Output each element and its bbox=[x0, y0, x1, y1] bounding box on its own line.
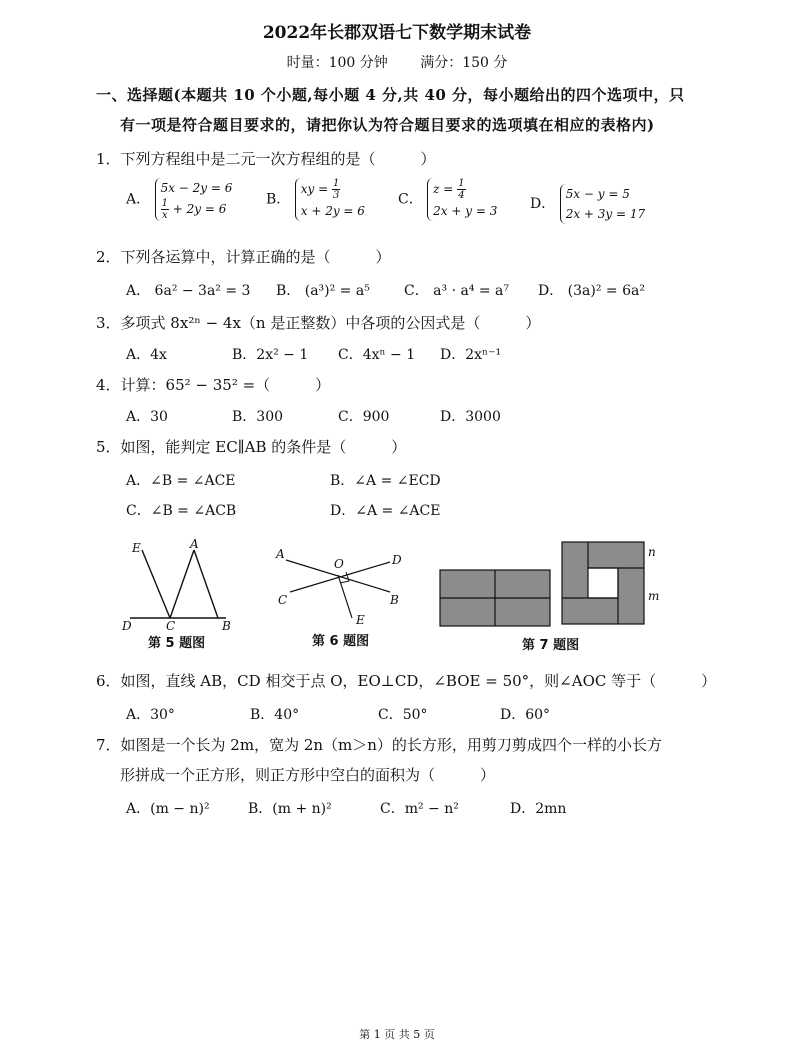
blank-center-square bbox=[588, 568, 618, 598]
question-3-stem: 3．多项式 8x²ⁿ − 4x（n 是正整数）中各项的公因式是（ ） bbox=[96, 314, 541, 332]
full-score: 满分：150 分 bbox=[420, 55, 508, 71]
equation-system bbox=[295, 178, 365, 221]
line-ca bbox=[170, 550, 194, 618]
equation: 5x − 2y = 6 bbox=[160, 181, 233, 195]
equation: 2x + 3y = 17 bbox=[565, 207, 646, 221]
equation bbox=[161, 198, 233, 221]
line-ab bbox=[194, 550, 218, 618]
q4-option-c: C．900 bbox=[338, 409, 390, 425]
q1-option-b bbox=[266, 178, 365, 221]
equation-system bbox=[155, 178, 233, 221]
q2-option-a: A． 6a² − 3a² = 3 bbox=[126, 283, 251, 299]
option-label: C． bbox=[398, 191, 423, 208]
equation bbox=[433, 178, 497, 201]
figure-5 bbox=[118, 538, 248, 636]
figure-5-caption: 第 5 题图 bbox=[148, 636, 206, 651]
time-limit: 时量：100 分钟 bbox=[286, 55, 388, 71]
q5-option-d: D．∠A = ∠ACE bbox=[330, 503, 441, 519]
q7-option-b: B．(m + n)² bbox=[248, 801, 332, 817]
equation-system bbox=[427, 178, 497, 221]
figure-7-caption: 第 7 题图 bbox=[522, 638, 580, 653]
label-m: m bbox=[648, 589, 660, 603]
equation-rest: + 2y = 6 bbox=[172, 202, 227, 216]
q5-option-a: A．∠B = ∠ACE bbox=[126, 473, 236, 489]
page-number: 第 1 页 共 5 页 bbox=[359, 1028, 435, 1041]
q7-option-c: C．m² − n² bbox=[380, 801, 459, 817]
label-a: A bbox=[276, 547, 285, 561]
figure-7 bbox=[436, 538, 666, 632]
label-b: B bbox=[390, 593, 399, 607]
numerator: 1 bbox=[333, 178, 340, 189]
q6-option-b: B．40° bbox=[250, 707, 300, 723]
equation: x + 2y = 6 bbox=[300, 204, 365, 218]
label-e: E bbox=[356, 613, 365, 627]
question-2-stem: 2．下列各运算中，计算正确的是（ ） bbox=[96, 248, 391, 266]
section-heading-line1: 一、选择题(本题共 10 个小题,每小题 4 分,共 40 分，每小题给出的四个选项中，只 bbox=[96, 86, 685, 104]
section-heading-line2: 有一项是符合题目要求的，请把你认为符合题目要求的选项填在相应的表格内) bbox=[120, 116, 655, 134]
equation-lhs: xy = bbox=[300, 182, 329, 196]
page-title: 2022年长郡双语七下数学期末试卷 bbox=[262, 23, 532, 43]
q2-option-d: D． (3a)² = 6a² bbox=[538, 283, 645, 299]
q2-option-c: C． a³ · a⁴ = a⁷ bbox=[404, 283, 510, 299]
q3-option-a: A．4x bbox=[126, 347, 167, 363]
q4-option-a: A．30 bbox=[126, 409, 168, 425]
label-d: D bbox=[122, 619, 132, 633]
label-n: n bbox=[648, 545, 656, 559]
q3-option-b: B．2x² − 1 bbox=[232, 347, 309, 363]
label-e: E bbox=[132, 541, 141, 555]
q3-option-c: C．4xⁿ − 1 bbox=[338, 347, 416, 363]
figure-6-caption: 第 6 题图 bbox=[312, 634, 370, 649]
q6-option-a: A．30° bbox=[126, 707, 175, 723]
question-7-stem-line2: 形拼成一个正方形，则正方形中空白的面积为（ ） bbox=[120, 766, 496, 784]
label-c: C bbox=[166, 619, 176, 633]
option-label: D． bbox=[530, 196, 556, 212]
fraction bbox=[457, 178, 465, 201]
label-b: B bbox=[222, 619, 231, 633]
question-7-stem-line1: 7．如图是一个长为 2m，宽为 2n（m＞n）的长方形，用剪刀剪成四个一样的小长方 bbox=[96, 736, 662, 754]
q3-option-d: D．2xⁿ⁻¹ bbox=[440, 347, 502, 363]
q6-option-d: D．60° bbox=[500, 707, 551, 723]
question-5-stem: 5．如图，能判定 EC∥AB 的条件是（ ） bbox=[96, 438, 407, 456]
line-ec bbox=[142, 550, 170, 618]
equation bbox=[301, 178, 365, 201]
label-o: O bbox=[334, 557, 344, 571]
question-4-stem: 4．计算：65² − 35² =（ ） bbox=[96, 376, 331, 394]
numerator: 1 bbox=[161, 198, 168, 209]
fraction bbox=[332, 178, 340, 201]
q4-option-d: D．3000 bbox=[440, 409, 501, 425]
option-label: A． bbox=[126, 191, 151, 208]
numerator: 1 bbox=[458, 178, 465, 189]
q1-option-c bbox=[398, 178, 497, 221]
denominator: x bbox=[161, 210, 168, 221]
equation: 5x − y = 5 bbox=[565, 187, 630, 201]
q1-option-a bbox=[126, 178, 232, 221]
q1-option-d bbox=[530, 184, 645, 224]
fraction bbox=[161, 198, 169, 221]
q7-option-a: A．(m − n)² bbox=[126, 801, 210, 817]
equation: 2x + y = 3 bbox=[433, 204, 498, 218]
q5-option-b: B．∠A = ∠ECD bbox=[330, 473, 441, 489]
question-1-stem: 1．下列方程组中是二元一次方程组的是（ ） bbox=[96, 150, 436, 168]
label-d: D bbox=[392, 553, 402, 567]
question-6-stem: 6．如图，直线 AB，CD 相交于点 O，EO⊥CD，∠BOE = 50°，则∠AOC 等于（ ） bbox=[96, 672, 717, 690]
q7-option-d: D．2mn bbox=[510, 801, 567, 817]
label-c: C bbox=[278, 593, 288, 607]
q5-option-c: C．∠B = ∠ACB bbox=[126, 503, 237, 519]
q4-option-b: B．300 bbox=[232, 409, 284, 425]
label-a: A bbox=[190, 538, 199, 551]
q2-option-b: B． (a³)² = a⁵ bbox=[276, 283, 370, 299]
exam-info bbox=[0, 52, 794, 72]
equation-system bbox=[560, 184, 645, 224]
denominator: 4 bbox=[458, 190, 465, 201]
option-label: B． bbox=[266, 191, 291, 208]
denominator: 3 bbox=[333, 190, 340, 201]
q6-option-c: C．50° bbox=[378, 707, 428, 723]
figure-6 bbox=[272, 540, 412, 634]
equation-lhs: z = bbox=[433, 182, 454, 196]
